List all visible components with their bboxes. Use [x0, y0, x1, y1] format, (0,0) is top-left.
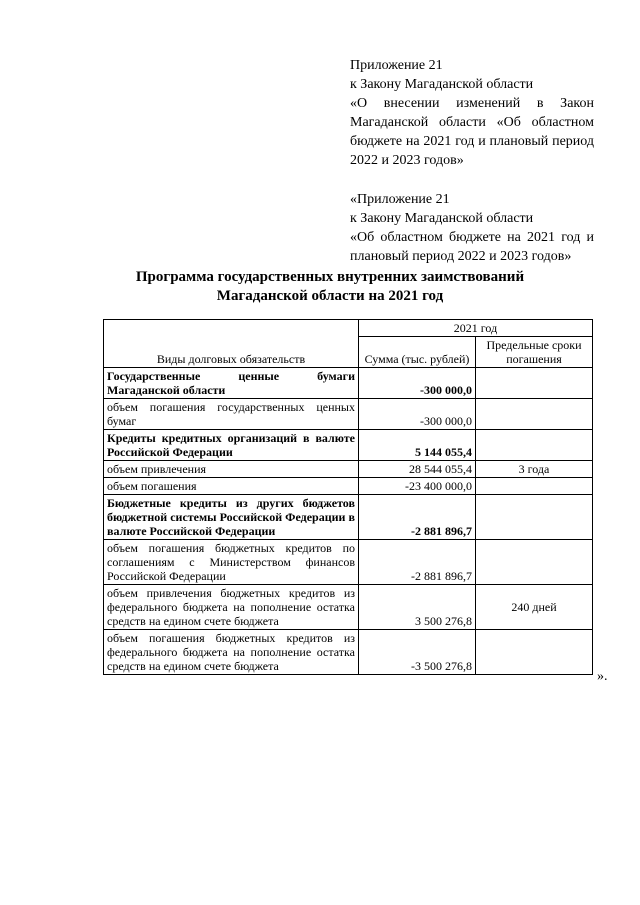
header-year: 2021 год	[359, 320, 593, 337]
row-debt-kind: Кредиты кредитных организаций в валюте Российской Федерации	[104, 430, 359, 461]
row-sum: 3 500 276,8	[359, 585, 476, 630]
row-sum: -3 500 276,8	[359, 630, 476, 675]
table-row	[104, 585, 593, 630]
row-sum: -300 000,0	[359, 368, 476, 399]
row-term	[476, 399, 593, 430]
appendix-original-law-ref: к Закону Магаданской области	[350, 211, 534, 226]
row-sum: 28 544 055,4	[359, 461, 476, 478]
table-row	[104, 630, 593, 675]
row-debt-kind: объем привлечения бюджетных кредитов из федерального бюджета на пополнение остатка средств на едином счете бюджета	[104, 585, 359, 630]
row-debt-kind: Государственные ценные бумаги Магаданской области	[104, 368, 359, 399]
appendix-original-title: «Об областном бюджете на 2021 год и плановый период 2022 и 2023 годов»	[350, 230, 594, 264]
row-sum: -23 400 000,0	[359, 478, 476, 495]
row-term	[476, 478, 593, 495]
row-term: 3 года	[476, 461, 593, 478]
header-sum: Сумма (тыс. рублей)	[359, 337, 476, 368]
table-body	[104, 368, 593, 675]
appendix-amendment-title: «О внесении изменений в Закон Магаданской области «Об областном бюджете на 2021 год и плановый период 2022 и 2023 годов»	[350, 96, 594, 168]
row-term	[476, 430, 593, 461]
closing-quote-mark: ».	[597, 669, 608, 684]
appendix-label: Приложение 21	[350, 58, 443, 73]
appendix-original-label: «Приложение 21	[350, 192, 450, 207]
program-title	[100, 268, 560, 306]
row-term	[476, 630, 593, 675]
table-row	[104, 461, 593, 478]
row-debt-kind: объем привлечения	[104, 461, 359, 478]
row-sum: -2 881 896,7	[359, 495, 476, 540]
row-debt-kind: объем погашения	[104, 478, 359, 495]
table-row	[104, 478, 593, 495]
header-term: Предельные сроки погашения	[476, 337, 593, 368]
appendix-law-ref: к Закону Магаданской области	[350, 77, 534, 92]
table-row	[104, 430, 593, 461]
appendix-header	[350, 56, 594, 266]
row-term	[476, 495, 593, 540]
program-title-line1: Программа государственных внутренних заимствований	[135, 269, 525, 285]
row-sum: -2 881 896,7	[359, 540, 476, 585]
row-sum: -300 000,0	[359, 399, 476, 430]
row-term	[476, 540, 593, 585]
row-debt-kind: объем погашения государственных ценных бумаг	[104, 399, 359, 430]
header-debt-kind: Виды долговых обязательств	[104, 320, 359, 368]
row-debt-kind: Бюджетные кредиты из других бюджетов бюджетной системы Российской Федерации в валюте Российской Федерации	[104, 495, 359, 540]
table-row	[104, 368, 593, 399]
table-row	[104, 399, 593, 430]
row-term	[476, 368, 593, 399]
table-row	[104, 495, 593, 540]
table-row	[104, 540, 593, 585]
row-sum: 5 144 055,4	[359, 430, 476, 461]
row-debt-kind: объем погашения бюджетных кредитов из федерального бюджета на пополнение остатка средств на едином счете бюджета	[104, 630, 359, 675]
borrowings-table	[103, 319, 593, 675]
row-term: 240 дней	[476, 585, 593, 630]
row-debt-kind: объем погашения бюджетных кредитов по соглашениям с Министерством финансов Российской Федерации	[104, 540, 359, 585]
program-title-line2: Магаданской области на 2021 год	[216, 288, 444, 304]
